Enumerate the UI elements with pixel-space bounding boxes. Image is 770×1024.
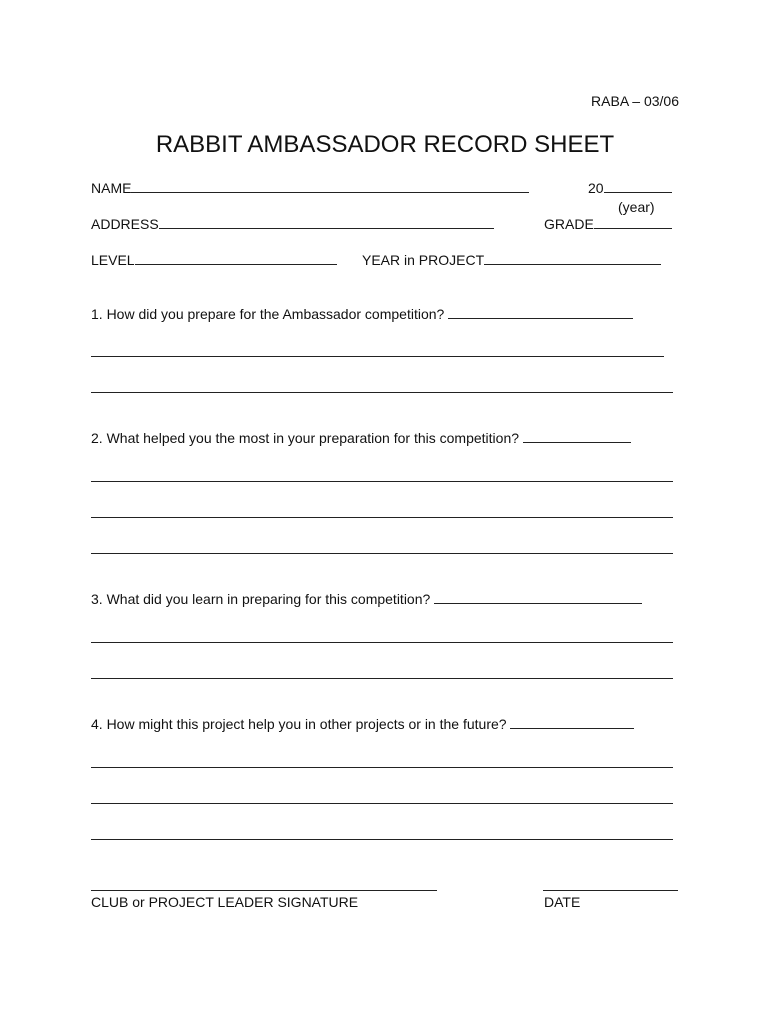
answer-3-line-2[interactable] xyxy=(91,678,673,679)
answer-4-line-3[interactable] xyxy=(91,839,673,840)
address-field xyxy=(91,216,494,232)
answer-1-line-2[interactable] xyxy=(91,392,673,393)
year-in-project-label: YEAR in PROJECT xyxy=(362,252,485,268)
address-input-line[interactable] xyxy=(159,216,494,229)
question-1 xyxy=(91,306,633,322)
leader-signature-label: CLUB or PROJECT LEADER SIGNATURE xyxy=(91,894,359,910)
form-code: RABA – 03/06 xyxy=(591,93,679,109)
name-field xyxy=(91,180,529,196)
answer-2-line-1[interactable] xyxy=(91,481,673,482)
question-1-text: 1. How did you prepare for the Ambassador competition? xyxy=(91,306,445,322)
question-2 xyxy=(91,430,631,446)
leader-signature-line[interactable] xyxy=(91,890,437,891)
name-input-line[interactable] xyxy=(131,180,529,193)
answer-4-line-1[interactable] xyxy=(91,767,673,768)
answer-2-line-3[interactable] xyxy=(91,553,673,554)
question-2-text: 2. What helped you the most in your preparation for this competition? xyxy=(91,430,520,446)
level-field xyxy=(91,252,337,268)
level-label: LEVEL xyxy=(91,252,135,268)
answer-3-line-1[interactable] xyxy=(91,642,673,643)
question-2-inline-line[interactable] xyxy=(523,430,631,443)
answer-1-line-1[interactable] xyxy=(91,356,664,357)
question-3-text: 3. What did you learn in preparing for this competition? xyxy=(91,591,431,607)
date-line[interactable] xyxy=(543,890,678,891)
year-input-line[interactable] xyxy=(604,180,672,193)
year-caption: (year) xyxy=(618,199,655,215)
question-3-inline-line[interactable] xyxy=(434,591,642,604)
answer-2-line-2[interactable] xyxy=(91,517,673,518)
date-label: DATE xyxy=(544,894,581,910)
name-label: NAME xyxy=(91,180,132,196)
year-in-project-input-line[interactable] xyxy=(484,252,661,265)
year-prefix: 20 xyxy=(588,180,604,196)
address-label: ADDRESS xyxy=(91,216,159,232)
question-3 xyxy=(91,591,642,607)
answer-4-line-2[interactable] xyxy=(91,803,673,804)
level-input-line[interactable] xyxy=(135,252,337,265)
page-title: RABBIT AMBASSADOR RECORD SHEET xyxy=(155,131,615,158)
question-1-inline-line[interactable] xyxy=(448,306,633,319)
grade-input-line[interactable] xyxy=(594,216,672,229)
question-4 xyxy=(91,716,634,732)
year-in-project-field xyxy=(362,252,661,268)
grade-field xyxy=(544,216,672,232)
year-field xyxy=(588,180,672,196)
question-4-inline-line[interactable] xyxy=(510,716,634,729)
grade-label: GRADE xyxy=(544,216,594,232)
question-4-text: 4. How might this project help you in other projects or in the future? xyxy=(91,716,507,732)
